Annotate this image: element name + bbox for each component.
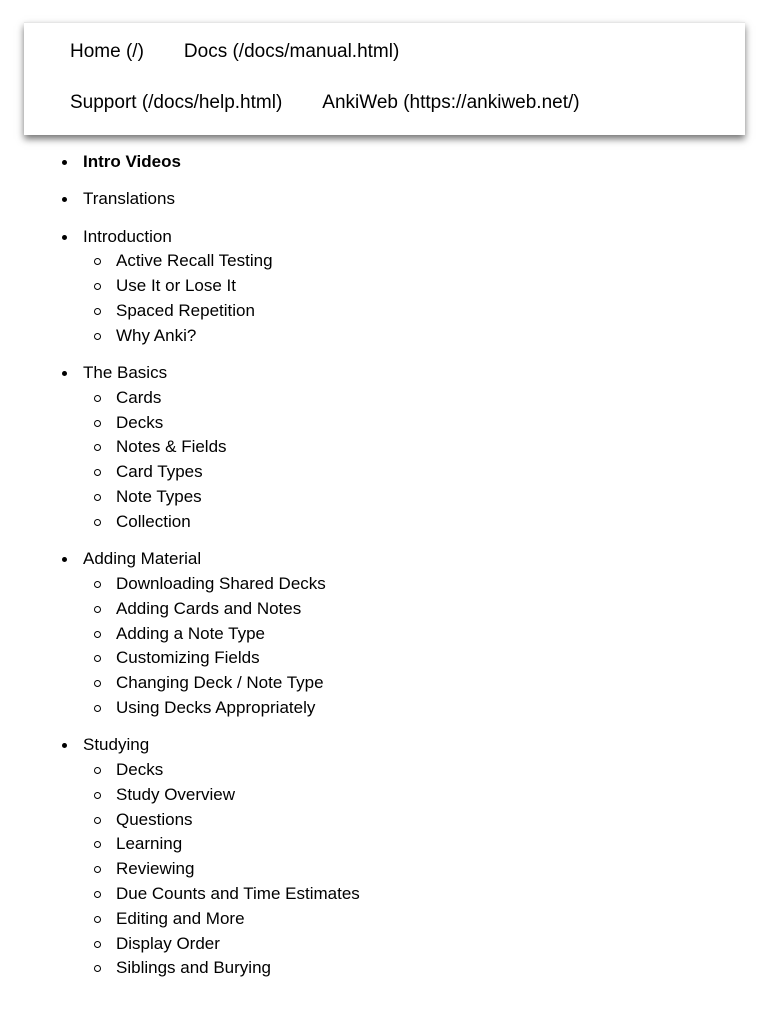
- toc-subsection-link[interactable]: Note Types: [116, 487, 202, 507]
- toc-subsection-item: [83, 572, 768, 597]
- toc-subsection-link[interactable]: Use It or Lose It: [116, 276, 236, 296]
- toc-subsection-item: [83, 696, 768, 721]
- toc-subsection-link[interactable]: Due Counts and Time Estimates: [116, 884, 360, 904]
- toc-subsection-item: [83, 411, 768, 436]
- toc-subsection-item: [83, 932, 768, 957]
- toc-subsection-link[interactable]: Questions: [116, 809, 193, 829]
- toc-subsection-item: [83, 882, 768, 907]
- toc-subsection-item: [83, 597, 768, 622]
- toc-subsection-link[interactable]: Using Decks Appropriately: [116, 697, 316, 717]
- toc-subsection-item: [83, 510, 768, 535]
- toc-subsection-item: [83, 808, 768, 833]
- toc-subsection-list: [83, 249, 768, 348]
- toc-subsection-item: [83, 907, 768, 932]
- toc-subsection-item: [83, 758, 768, 783]
- toc-subsection-item: [83, 485, 768, 510]
- toc-subsection-list: [83, 758, 768, 981]
- toc-section: [0, 187, 768, 212]
- toc-subsection-link[interactable]: Changing Deck / Note Type: [116, 673, 324, 693]
- toc-subsection-link[interactable]: Learning: [116, 834, 183, 854]
- toc-section-link[interactable]: Adding Material: [83, 549, 202, 569]
- toc-subsection-item: [83, 646, 768, 671]
- toc-subsection-item: [83, 274, 768, 299]
- toc-subsection-link[interactable]: Collection: [116, 511, 191, 531]
- nav-link-home[interactable]: Home (/): [70, 41, 144, 62]
- nav-link-ankiweb[interactable]: AnkiWeb (https://ankiweb.net/): [322, 92, 580, 113]
- toc-subsection-link[interactable]: Decks: [116, 412, 164, 432]
- toc-section-link[interactable]: The Basics: [83, 363, 168, 383]
- toc-subsection-item: [83, 956, 768, 981]
- nav-link-docs[interactable]: Docs (/docs/manual.html): [183, 41, 400, 62]
- toc-subsection-item: [83, 249, 768, 274]
- toc-section: [0, 733, 768, 981]
- toc-subsection-link[interactable]: Customizing Fields: [116, 648, 260, 668]
- toc-section-link[interactable]: Translations: [83, 189, 175, 209]
- nav-row-primary: [70, 41, 399, 63]
- toc-section: [0, 547, 768, 721]
- nav-link-support[interactable]: Support (/docs/help.html): [70, 92, 283, 113]
- toc-subsection-item: [83, 783, 768, 808]
- toc-subsection-item: [83, 622, 768, 647]
- toc-section-link[interactable]: Introduction: [83, 226, 172, 246]
- toc-subsection-link[interactable]: Display Order: [116, 933, 220, 953]
- toc-subsection-link[interactable]: Card Types: [116, 462, 203, 482]
- toc-subsection-link[interactable]: Reviewing: [116, 859, 195, 879]
- toc-subsection-item: [83, 832, 768, 857]
- toc-section-link[interactable]: Studying: [83, 735, 150, 755]
- toc-subsection-link[interactable]: Active Recall Testing: [116, 251, 273, 271]
- top-navbar: [24, 22, 745, 135]
- toc-section: [0, 150, 768, 175]
- toc-subsection-item: [83, 324, 768, 349]
- toc-subsection-link[interactable]: Why Anki?: [116, 325, 197, 345]
- toc-section-list: [0, 150, 768, 981]
- toc-subsection-item: [83, 299, 768, 324]
- toc-subsection-item: [83, 857, 768, 882]
- toc-subsection-item: [83, 386, 768, 411]
- toc-subsection-item: [83, 671, 768, 696]
- toc-subsection-link[interactable]: Notes & Fields: [116, 437, 227, 457]
- toc-subsection-item: [83, 460, 768, 485]
- toc-subsection-link[interactable]: Siblings and Burying: [116, 958, 271, 978]
- toc-subsection-link[interactable]: Downloading Shared Decks: [116, 573, 326, 593]
- toc-subsection-link[interactable]: Editing and More: [116, 908, 245, 928]
- toc-section: [0, 225, 768, 349]
- toc-section-link[interactable]: Intro Videos: [83, 152, 181, 171]
- nav-row-secondary: [70, 92, 580, 114]
- toc-subsection-link[interactable]: Decks: [116, 760, 164, 780]
- toc-subsection-link[interactable]: Cards: [116, 387, 162, 407]
- table-of-contents: [0, 150, 768, 994]
- toc-subsection-link[interactable]: Study Overview: [116, 784, 236, 804]
- toc-subsection-link[interactable]: Adding Cards and Notes: [116, 598, 302, 618]
- toc-subsection-link[interactable]: Adding a Note Type: [116, 623, 266, 643]
- toc-subsection-list: [83, 386, 768, 535]
- toc-subsection-link[interactable]: Spaced Repetition: [116, 300, 255, 320]
- toc-subsection-list: [83, 572, 768, 721]
- toc-section: [0, 361, 768, 535]
- toc-subsection-item: [83, 435, 768, 460]
